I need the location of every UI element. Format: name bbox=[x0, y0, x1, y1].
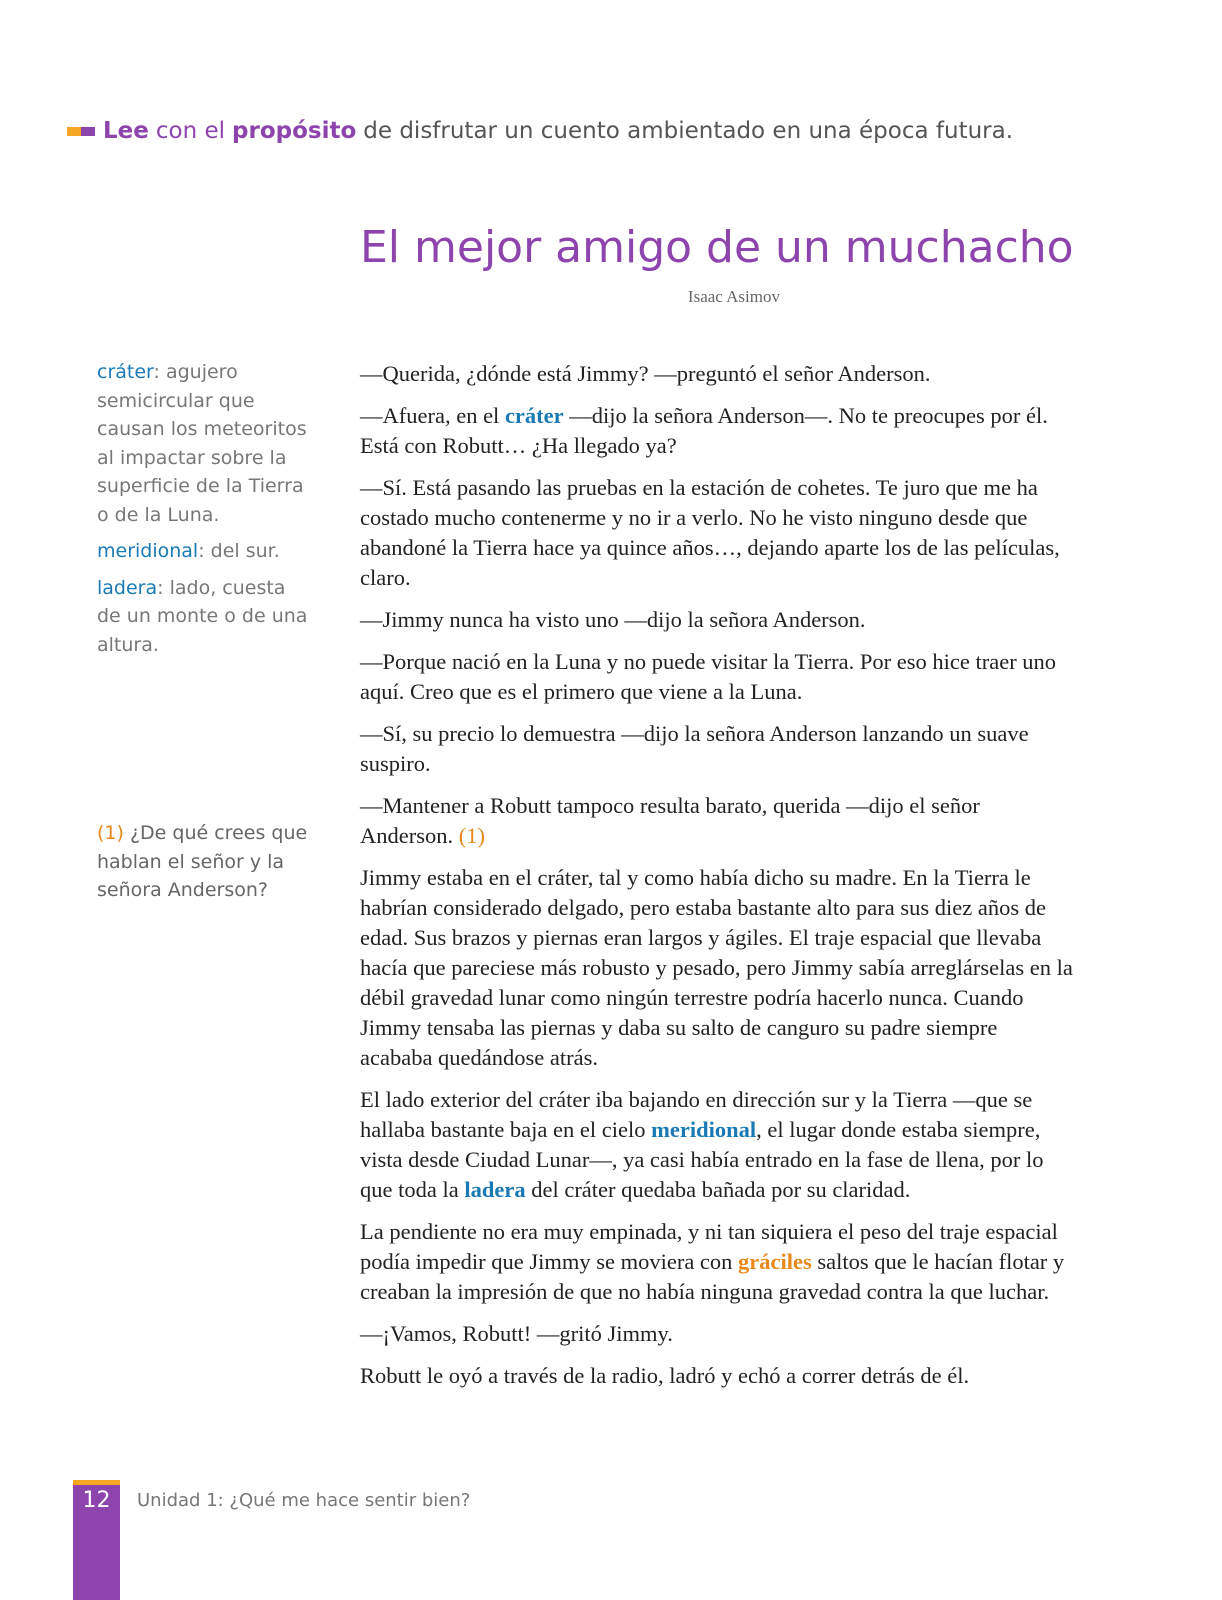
glossary-definition: : lado, cuesta de un monte o de una altura. bbox=[97, 576, 308, 656]
page-number: 12 bbox=[82, 1488, 111, 1513]
story-text: —Afuera, en el bbox=[360, 403, 505, 428]
purpose-con-el: con el bbox=[155, 118, 226, 144]
glossary-term-link: ladera bbox=[464, 1177, 526, 1202]
story-text: saltos que le hacían flotar y creaban la impresión de que no había ninguna gravedad contra la que luchar. bbox=[360, 1249, 1065, 1304]
glossary bbox=[97, 358, 312, 667]
question-number: (1) bbox=[97, 822, 124, 844]
glossary-entry bbox=[97, 574, 312, 660]
story-paragraph bbox=[360, 401, 1075, 461]
story-paragraph bbox=[360, 1085, 1075, 1205]
question-reference: (1) bbox=[458, 823, 485, 848]
glossary-definition: : agujero semicircular que causan los meteoritos al impactar sobre la superficie de la Tierra o de la Luna. bbox=[97, 361, 307, 526]
glossary-term: cráter bbox=[97, 361, 154, 383]
question-text: ¿De qué crees que hablan el señor y la señora Anderson? bbox=[97, 822, 308, 901]
reading-purpose bbox=[67, 118, 1167, 144]
purpose-proposito: propósito bbox=[232, 118, 357, 144]
glossary-entry bbox=[97, 358, 312, 529]
story-paragraph: —Sí, su precio lo demuestra —dijo la señora Anderson lanzando un suave suspiro. bbox=[360, 721, 1029, 776]
story-body bbox=[360, 359, 1075, 1403]
story-paragraph bbox=[360, 1217, 1075, 1307]
story-text: , el lugar donde estaba siempre, vista desde Ciudad Lunar—, ya casi había entrado en la fase de llena, por lo que toda la bbox=[360, 1117, 1044, 1202]
glossary-term: meridional bbox=[97, 540, 199, 562]
purpose-rest: de disfrutar un cuento ambientado en una época futura. bbox=[363, 118, 1014, 144]
glossary-term-link: meridional bbox=[651, 1117, 757, 1142]
story-paragraph: Jimmy estaba en el cráter, tal y como había dicho su madre. En la Tierra le habrían considerado delgado, pero estaba bastante alto para sus diez años de edad. Sus brazos y piernas eran largos y ágiles. El traje espacial que llevaba hacía que pareciese más robusto y pesado, pero Jimmy sabía arreglárselas en la débil gravedad lunar como ningún terrestre podría hacerlo nunca. Cuando Jimmy tensaba las piernas y daba su salto de canguro su padre siempre acababa quedándose atrás. bbox=[360, 865, 1073, 1070]
story-text: del cráter quedaba bañada por su claridad. bbox=[525, 1177, 911, 1202]
story-text: —dijo la señora Anderson—. No te preocupes por él. Está con Robutt… ¿Ha llegado ya? bbox=[360, 403, 1048, 458]
story-text: El lado exterior del cráter iba bajando en dirección sur y la Tierra —que se hallaba bastante baja en el cielo bbox=[360, 1087, 1033, 1142]
vocabulary-highlight: gráciles bbox=[738, 1249, 812, 1274]
glossary-term: ladera bbox=[97, 576, 158, 599]
glossary-term-link: cráter bbox=[504, 403, 564, 428]
story-paragraph: —¡Vamos, Robutt! —gritó Jimmy. bbox=[360, 1321, 673, 1346]
purpose-lee: Lee bbox=[103, 118, 149, 144]
glossary-definition: : del sur. bbox=[198, 540, 280, 562]
story-paragraph bbox=[360, 791, 1075, 851]
story-text: —Mantener a Robutt tampoco resulta barato, querida —dijo el señor Anderson. bbox=[360, 793, 980, 848]
story-author: Isaac Asimov bbox=[687, 287, 780, 306]
glossary-entry bbox=[97, 537, 312, 566]
story-paragraph: Robutt le oyó a través de la radio, ladró y echó a correr detrás de él. bbox=[360, 1363, 970, 1388]
story-paragraph: —Jimmy nunca ha visto uno —dijo la señora Anderson. bbox=[360, 607, 866, 632]
section-marker-icon bbox=[67, 127, 95, 136]
margin-question bbox=[97, 819, 312, 905]
story-paragraph: —Porque nació en la Luna y no puede visitar la Tierra. Por eso hice traer uno aquí. Creo que es el primero que viene a la Luna. bbox=[360, 649, 1057, 704]
story-paragraph: —Querida, ¿dónde está Jimmy? —preguntó el señor Anderson. bbox=[360, 361, 931, 386]
story-title: El mejor amigo de un muchacho bbox=[360, 222, 1074, 273]
story-paragraph: —Sí. Está pasando las pruebas en la estación de cohetes. Te juro que me ha costado mucho contenerme y no ir a verlo. No he visto ninguno desde que abandoné la Tierra hace ya quince años…, dejando aparte los de las películas, claro. bbox=[360, 475, 1060, 590]
story-text: La pendiente no era muy empinada, y ni tan siquiera el peso del traje espacial podía impedir que Jimmy se moviera con bbox=[360, 1219, 1058, 1274]
unit-label: Unidad 1: ¿Qué me hace sentir bien? bbox=[137, 1490, 471, 1511]
